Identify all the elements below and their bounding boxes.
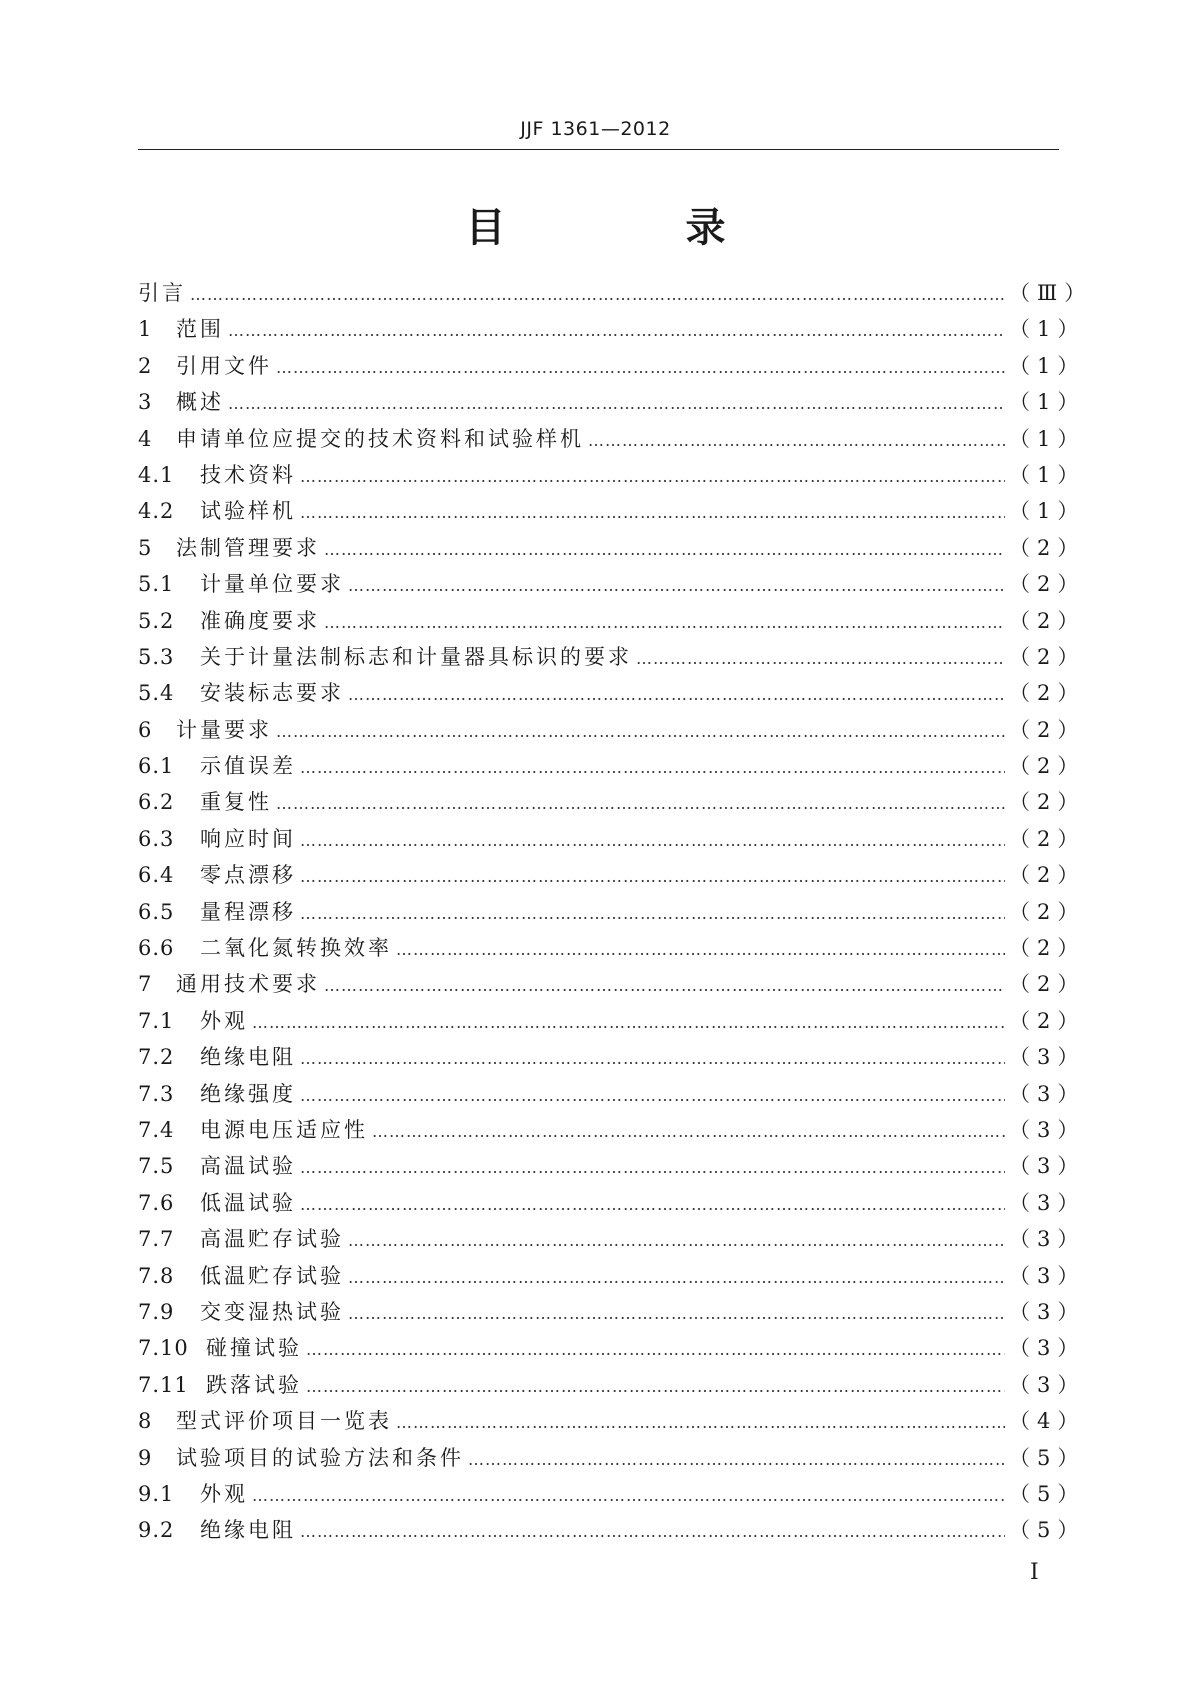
toc-entry-number: 6.2 bbox=[138, 790, 175, 815]
toc-entry-number: 7.3 bbox=[138, 1081, 175, 1106]
toc-entry[interactable] bbox=[138, 1369, 1086, 1405]
toc-entry-number: 7.2 bbox=[138, 1045, 175, 1070]
toc-entry-title: 示值误差 bbox=[200, 754, 296, 779]
toc-entry-page: （2） bbox=[1009, 826, 1086, 851]
dot-leader bbox=[348, 1304, 1005, 1323]
toc-entry-title: 绝缘强度 bbox=[200, 1081, 296, 1106]
dot-leader bbox=[300, 1522, 1005, 1541]
toc-entry[interactable] bbox=[138, 386, 1086, 422]
dot-leader bbox=[228, 394, 1005, 413]
toc-entry-page: （1） bbox=[1009, 462, 1086, 487]
dot-leader bbox=[372, 1122, 1005, 1141]
toc-entry-title: 零点漂移 bbox=[200, 863, 296, 888]
dot-leader bbox=[588, 431, 1005, 450]
toc-entry-number: 4 bbox=[138, 426, 153, 451]
toc-entry-title: 绝缘电阻 bbox=[200, 1045, 296, 1070]
toc-entry-number: 7.11 bbox=[138, 1372, 189, 1397]
toc-entry[interactable] bbox=[138, 859, 1086, 895]
dot-leader bbox=[228, 321, 1005, 340]
toc-entry-number: 7.10 bbox=[138, 1336, 189, 1361]
dot-leader bbox=[396, 1413, 1005, 1432]
toc-entry-title: 准确度要求 bbox=[200, 608, 320, 633]
toc-entry-title: 关于计量法制标志和计量器具标识的要求 bbox=[200, 644, 632, 669]
dot-leader bbox=[300, 904, 1005, 923]
dot-leader bbox=[300, 1049, 1005, 1068]
dot-leader bbox=[190, 285, 1005, 304]
toc-entry-number: 7.1 bbox=[138, 1008, 175, 1033]
toc-entry-page: （5） bbox=[1009, 1445, 1086, 1470]
toc-entry-page: （2） bbox=[1009, 717, 1086, 742]
toc-entry-title: 碰撞试验 bbox=[206, 1336, 302, 1361]
toc-entry-page: （3） bbox=[1009, 1336, 1086, 1361]
toc-entry-number: 4.2 bbox=[138, 499, 175, 524]
toc-entry[interactable] bbox=[138, 750, 1086, 786]
dot-leader bbox=[300, 758, 1005, 777]
toc-entry-number: 5.3 bbox=[138, 644, 175, 669]
toc-entry-page: （4） bbox=[1009, 1409, 1086, 1434]
toc-entry-number: 6.3 bbox=[138, 826, 175, 851]
toc-entry-page: （2） bbox=[1009, 972, 1086, 997]
toc-entry[interactable] bbox=[138, 641, 1086, 677]
toc-entry-number: 7.6 bbox=[138, 1190, 175, 1215]
toc-entry[interactable] bbox=[138, 1332, 1086, 1368]
toc-entry-page: （3） bbox=[1009, 1154, 1086, 1179]
toc-entry-number: 3 bbox=[138, 390, 153, 415]
toc-entry-title: 试验样机 bbox=[200, 499, 296, 524]
toc-entry-page: （2） bbox=[1009, 754, 1086, 779]
toc-entry[interactable] bbox=[138, 896, 1086, 932]
toc-entry-number: 6 bbox=[138, 717, 153, 742]
toc-entry[interactable] bbox=[138, 1223, 1086, 1259]
dot-leader bbox=[276, 722, 1005, 741]
toc-entry-page: （3） bbox=[1009, 1190, 1086, 1215]
toc-entry-title: 引言 bbox=[138, 281, 186, 305]
toc-entry-title: 低温贮存试验 bbox=[200, 1263, 344, 1288]
toc-entry-number: 5.2 bbox=[138, 608, 175, 633]
dot-leader bbox=[396, 940, 1005, 959]
dot-leader bbox=[300, 867, 1005, 886]
dot-leader bbox=[468, 1450, 1005, 1469]
toc-entry-title: 安装标志要求 bbox=[200, 681, 344, 706]
toc-entry-title: 重复性 bbox=[200, 790, 272, 815]
toc-entry[interactable] bbox=[138, 277, 1093, 313]
toc-entry-page: （1） bbox=[1009, 317, 1086, 342]
toc-entry-page: （3） bbox=[1009, 1263, 1086, 1288]
toc-entry-page: （2） bbox=[1009, 535, 1086, 560]
toc-entry-number: 7.5 bbox=[138, 1154, 175, 1179]
toc-entry[interactable] bbox=[138, 714, 1086, 750]
toc-entry[interactable] bbox=[138, 1078, 1086, 1114]
toc-entry-title: 外观 bbox=[200, 1481, 248, 1506]
dot-leader bbox=[300, 503, 1005, 522]
dot-leader bbox=[324, 613, 1005, 632]
dot-leader bbox=[300, 1086, 1005, 1105]
toc-entry-page: （3） bbox=[1009, 1299, 1086, 1324]
toc-entry[interactable] bbox=[138, 1041, 1086, 1077]
dot-leader bbox=[306, 1377, 1005, 1396]
toc-entry[interactable] bbox=[138, 823, 1086, 859]
toc-entry-title: 法制管理要求 bbox=[176, 535, 320, 560]
toc-entry-page: （3） bbox=[1009, 1081, 1086, 1106]
toc-entry-number: 4.1 bbox=[138, 462, 175, 487]
toc-entry-number: 6.6 bbox=[138, 936, 175, 961]
toc-entry-page: （2） bbox=[1009, 790, 1086, 815]
toc-entry-number: 6.4 bbox=[138, 863, 175, 888]
dot-leader bbox=[324, 540, 1005, 559]
toc-entry-title: 绝缘电阻 bbox=[200, 1518, 296, 1543]
page-title: 目 录 bbox=[465, 205, 796, 251]
table-of-contents bbox=[138, 277, 1093, 1551]
toc-entry-number: 6.5 bbox=[138, 899, 175, 924]
toc-entry[interactable] bbox=[138, 313, 1086, 349]
toc-entry-title: 二氧化氮转换效率 bbox=[200, 936, 392, 961]
toc-entry-title: 交变湿热试验 bbox=[200, 1299, 344, 1324]
toc-entry-title: 外观 bbox=[200, 1008, 248, 1033]
dot-leader bbox=[252, 1486, 1005, 1505]
toc-entry-title: 量程漂移 bbox=[200, 899, 296, 924]
toc-entry-page: （1） bbox=[1009, 353, 1086, 378]
toc-entry-number: 7.4 bbox=[138, 1117, 175, 1142]
dot-leader bbox=[348, 576, 1005, 595]
toc-entry-number: 6.1 bbox=[138, 754, 175, 779]
toc-entry-page: （2） bbox=[1009, 936, 1086, 961]
toc-entry-number: 9 bbox=[138, 1445, 153, 1470]
toc-entry-title: 范围 bbox=[176, 317, 224, 342]
toc-entry-page: （5） bbox=[1009, 1518, 1086, 1543]
toc-entry[interactable] bbox=[138, 1296, 1086, 1332]
toc-entry-title: 引用文件 bbox=[176, 353, 272, 378]
toc-entry-page: （2） bbox=[1009, 863, 1086, 888]
toc-entry-title: 计量单位要求 bbox=[200, 572, 344, 597]
toc-entry-number: 8 bbox=[138, 1409, 153, 1434]
toc-entry-number: 9.1 bbox=[138, 1481, 175, 1506]
toc-entry-title: 高温贮存试验 bbox=[200, 1227, 344, 1252]
dot-leader bbox=[300, 1195, 1005, 1214]
toc-entry-title: 高温试验 bbox=[200, 1154, 296, 1179]
toc-entry[interactable] bbox=[138, 1005, 1086, 1041]
toc-entry-page: （5） bbox=[1009, 1481, 1086, 1506]
toc-entry-page: （1） bbox=[1009, 390, 1086, 415]
toc-entry-page: （2） bbox=[1009, 572, 1086, 597]
toc-entry-page: （Ⅲ） bbox=[1009, 281, 1093, 305]
toc-entry-title: 计量要求 bbox=[176, 717, 272, 742]
running-header: JJF 1361—2012 bbox=[520, 118, 671, 140]
toc-entry-page: （2） bbox=[1009, 681, 1086, 706]
toc-entry-number: 7 bbox=[138, 972, 153, 997]
dot-leader bbox=[252, 1013, 1005, 1032]
toc-entry-page: （2） bbox=[1009, 1008, 1086, 1033]
toc-entry[interactable] bbox=[138, 932, 1086, 968]
toc-entry-title: 概述 bbox=[176, 390, 224, 415]
dot-leader bbox=[300, 831, 1005, 850]
toc-entry-number: 7.8 bbox=[138, 1263, 175, 1288]
dot-leader bbox=[348, 685, 1005, 704]
toc-entry[interactable] bbox=[138, 1405, 1086, 1441]
toc-entry-number: 5.4 bbox=[138, 681, 175, 706]
dot-leader bbox=[276, 358, 1005, 377]
dot-leader bbox=[300, 1158, 1005, 1177]
toc-entry-number: 9.2 bbox=[138, 1518, 175, 1543]
dot-leader bbox=[300, 467, 1005, 486]
toc-entry[interactable] bbox=[138, 1187, 1086, 1223]
toc-entry[interactable] bbox=[138, 350, 1086, 386]
toc-entry-number: 2 bbox=[138, 353, 153, 378]
toc-entry-page: （2） bbox=[1009, 644, 1086, 669]
toc-entry[interactable] bbox=[138, 568, 1086, 604]
dot-leader bbox=[348, 1268, 1005, 1287]
toc-entry[interactable] bbox=[138, 786, 1086, 822]
toc-entry-page: （3） bbox=[1009, 1045, 1086, 1070]
toc-entry-title: 电源电压适应性 bbox=[200, 1117, 368, 1142]
toc-entry[interactable] bbox=[138, 1114, 1086, 1150]
toc-entry[interactable] bbox=[138, 1150, 1086, 1186]
dot-leader bbox=[306, 1340, 1005, 1359]
toc-entry-title: 申请单位应提交的技术资料和试验样机 bbox=[176, 426, 584, 451]
dot-leader bbox=[348, 1231, 1005, 1250]
toc-entry-number: 7.9 bbox=[138, 1299, 175, 1324]
toc-entry[interactable] bbox=[138, 605, 1086, 641]
toc-entry[interactable] bbox=[138, 677, 1086, 713]
header-rule bbox=[138, 149, 1059, 150]
toc-entry-title: 跌落试验 bbox=[206, 1372, 302, 1397]
toc-entry-page: （2） bbox=[1009, 899, 1086, 924]
toc-entry[interactable] bbox=[138, 968, 1086, 1004]
toc-entry-title: 技术资料 bbox=[200, 462, 296, 487]
toc-entry-number: 7.7 bbox=[138, 1227, 175, 1252]
toc-entry-title: 通用技术要求 bbox=[176, 972, 320, 997]
toc-entry-page: （2） bbox=[1009, 608, 1086, 633]
toc-entry-number: 1 bbox=[138, 317, 153, 342]
toc-entry-page: （3） bbox=[1009, 1372, 1086, 1397]
toc-entry-title: 响应时间 bbox=[200, 826, 296, 851]
page-number: Ⅰ bbox=[1030, 1560, 1039, 1585]
toc-entry-page: （1） bbox=[1009, 499, 1086, 524]
toc-entry[interactable] bbox=[138, 1442, 1086, 1478]
toc-entry-title: 低温试验 bbox=[200, 1190, 296, 1215]
toc-entry-title: 试验项目的试验方法和条件 bbox=[176, 1445, 464, 1470]
toc-entry-page: （3） bbox=[1009, 1227, 1086, 1252]
toc-entry-number: 5 bbox=[138, 535, 153, 560]
toc-entry[interactable] bbox=[138, 1478, 1086, 1514]
toc-entry[interactable] bbox=[138, 532, 1086, 568]
toc-entry[interactable] bbox=[138, 459, 1086, 495]
toc-entry[interactable] bbox=[138, 1514, 1086, 1550]
toc-entry-title: 型式评价项目一览表 bbox=[176, 1409, 392, 1434]
dot-leader bbox=[324, 976, 1005, 995]
dot-leader bbox=[636, 649, 1005, 668]
toc-entry-number: 5.1 bbox=[138, 572, 175, 597]
toc-entry[interactable] bbox=[138, 423, 1086, 459]
toc-entry-page: （1） bbox=[1009, 426, 1086, 451]
toc-entry[interactable] bbox=[138, 495, 1086, 531]
toc-entry[interactable] bbox=[138, 1260, 1086, 1296]
dot-leader bbox=[276, 794, 1005, 813]
toc-entry-page: （3） bbox=[1009, 1117, 1086, 1142]
